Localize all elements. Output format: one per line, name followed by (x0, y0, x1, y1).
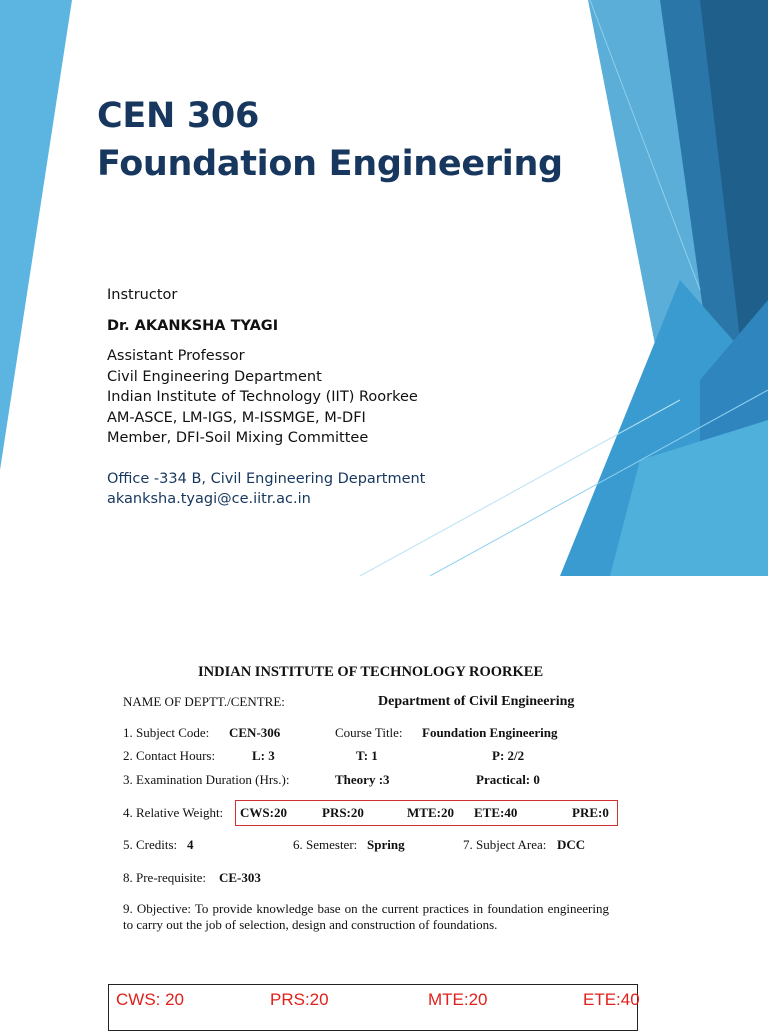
instructor-detail: Civil Engineering Department (107, 368, 322, 385)
exam-duration-label: 3. Examination Duration (Hrs.): (123, 772, 290, 787)
instructor-detail: Member, DFI-Soil Mixing Committee (107, 430, 369, 446)
contact-hours-label: 2. Contact Hours: (123, 748, 216, 763)
semester-label: 6. Semester: (293, 837, 358, 852)
dept-label: NAME OF DEPTT./CENTRE: (123, 694, 285, 709)
weight-cws: CWS:20 (240, 805, 287, 820)
instructor-detail: Indian Institute of Technology (IIT) Roorkee (107, 389, 418, 405)
office-address: Office -334 B, Civil Engineering Department (107, 470, 426, 487)
syllabus-document (0, 576, 768, 1024)
institute-header: INDIAN INSTITUTE OF TECHNOLOGY ROORKEE (198, 664, 544, 680)
exam-practical: Practical: 0 (476, 772, 540, 787)
email-link[interactable]: akanksha.tyagi@ce.iitr.ac.in (107, 491, 311, 507)
instructor-detail: AM-ASCE, LM-IGS, M-ISSMGE, M-DFI (107, 409, 366, 426)
summary-cws: CWS: 20 (116, 990, 185, 1009)
weight-ete: ETE:40 (474, 805, 518, 820)
weight-mte: MTE:20 (407, 805, 454, 820)
instructor-detail: Assistant Professor (107, 348, 245, 364)
summary-mte: MTE:20 (428, 990, 488, 1009)
course-title-label: Course Title: (335, 725, 403, 740)
weight-prs: PRS:20 (322, 805, 364, 820)
course-code: CEN 306 (97, 96, 260, 136)
left-accent-shape (0, 0, 72, 470)
instructor-name: Dr. AKANKSHA TYAGI (107, 317, 279, 334)
objective-paragraph: 9. Objective: To provide knowledge base on the current practices in foundation engineering to carry out the job of selection, design and construction of foundations. (123, 901, 609, 932)
course-title-value: Foundation Engineering (422, 725, 558, 740)
instructor-label: Instructor (107, 287, 178, 303)
semester-value: Spring (367, 837, 405, 852)
contact-l: L: 3 (252, 748, 275, 763)
summary-ete: ETE:40 (583, 990, 640, 1009)
slide-title (97, 92, 563, 188)
subject-area-value: DCC (557, 837, 586, 852)
course-name: Foundation Engineering (97, 144, 563, 184)
contact-t: T: 1 (356, 748, 378, 763)
credits-value: 4 (187, 837, 194, 852)
summary-prs: PRS:20 (270, 990, 329, 1009)
weight-pre: PRE:0 (572, 805, 609, 820)
subject-code-label: 1. Subject Code: (123, 725, 210, 740)
relative-weight-label: 4. Relative Weight: (123, 805, 224, 820)
prerequisite-label: 8. Pre-requisite: (123, 870, 207, 885)
subject-area-label: 7. Subject Area: (463, 837, 547, 852)
dept-value: Department of Civil Engineering (378, 694, 575, 709)
contact-p: P: 2/2 (492, 748, 525, 763)
exam-theory: Theory :3 (335, 772, 390, 787)
prerequisite-value: CE-303 (219, 870, 261, 885)
instructor-info (107, 285, 425, 510)
subject-code-value: CEN-306 (229, 725, 281, 740)
credits-label: 5. Credits: (123, 837, 178, 852)
